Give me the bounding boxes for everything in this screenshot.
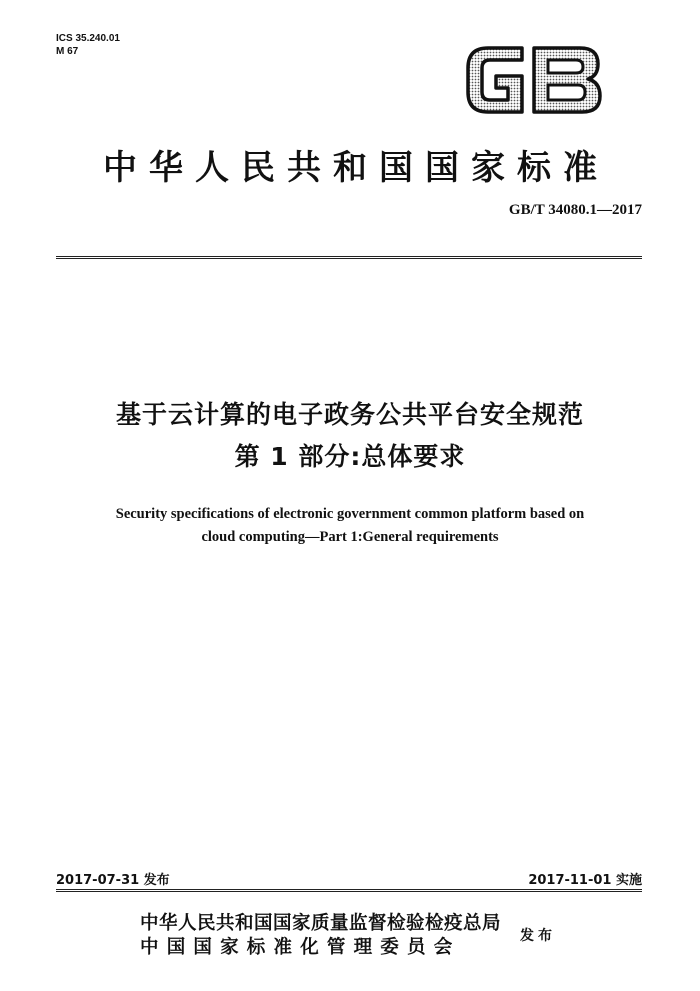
implementation-date: 2017-11-01 实施 xyxy=(528,873,642,888)
bottom-divider xyxy=(56,889,642,892)
top-divider xyxy=(56,256,642,259)
issuer-line1: 中华人民共和国国家质量监督检验检疫总局 xyxy=(140,913,502,934)
ccs-code: M 67 xyxy=(56,46,79,57)
title-cn-line2: 第 1 部分:总体要求 xyxy=(234,442,466,471)
national-standard-title: 中华人民共和国国家标准 xyxy=(103,148,609,188)
ics-code: ICS 35.240.01 xyxy=(56,33,120,44)
release-date: 2017-07-31 发布 xyxy=(56,873,170,888)
gb-logo xyxy=(462,42,604,118)
title-en-line1: Security specifications of electronic government common platform based on xyxy=(115,506,585,522)
publish-label: 发布 xyxy=(520,928,556,944)
title-cn-line1: 基于云计算的电子政务公共平台安全规范 xyxy=(115,400,584,429)
gb-logo-mark xyxy=(468,48,600,112)
classification-codes xyxy=(56,32,120,58)
title-en-line2: cloud computing—Part 1:General requirements xyxy=(201,529,499,545)
issuer-line2: 中国国家标准化管理委员会 xyxy=(140,937,461,958)
standard-number: GB/T 34080.1—2017 xyxy=(508,202,642,218)
